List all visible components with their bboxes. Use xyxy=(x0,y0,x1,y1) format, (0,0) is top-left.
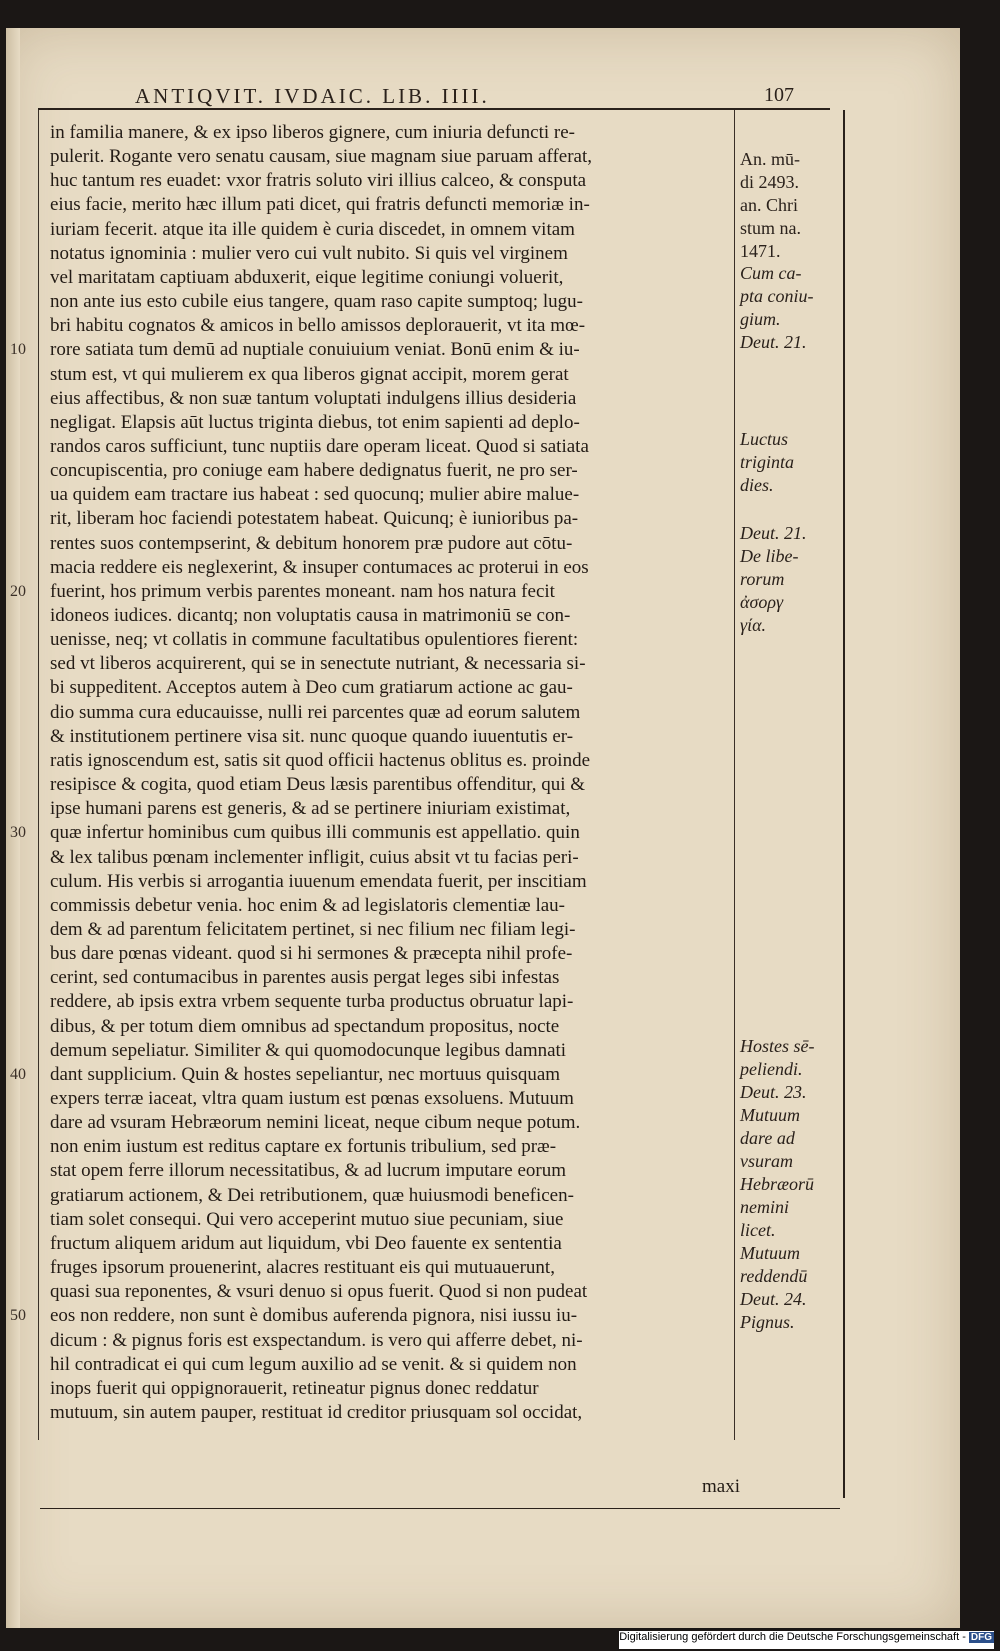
dfg-logo: DFG xyxy=(970,1632,992,1643)
main-text-block xyxy=(50,120,730,1450)
text-line: in familia manere, & ex ipso liberos gignere, cum iniuria defuncti re- xyxy=(50,122,575,143)
text-line: dio summa cura educauisse, nulli rei parcentes quæ ad eorum salutem xyxy=(50,701,581,723)
marginal-gloss: rorum xyxy=(740,569,785,589)
text-line: notatus ignominia : mulier vero cui vult nubito. Si quis vel virginem xyxy=(50,242,568,264)
marginal-gloss: pta coniu- xyxy=(740,286,814,306)
marginal-gloss: vsuram xyxy=(740,1151,793,1171)
marginal-gloss: An. mū- xyxy=(740,149,800,169)
text-line: negligat. Elapsis aūt luctus triginta diebus, tot enim sapienti ad deplo- xyxy=(50,411,580,433)
text-line: rentes suos contempserint, & debitum honorem præ pudore aut cōtu- xyxy=(50,532,573,554)
marginal-gloss: Hostes sē- xyxy=(740,1036,815,1056)
text-line: uenisse, neq; vt collatis in commune facultatibus opulentiores fierent: xyxy=(50,629,579,651)
marginal-gloss: nemini xyxy=(740,1197,789,1217)
text-line: rit, liberam hoc faciendi potestatem habeat. Quicunq; è iunioribus pa- xyxy=(50,508,579,530)
text-line: idoneos iudices. dicantq; non voluptatis causa in matrimoniū se con- xyxy=(50,605,571,626)
text-line: reddere, ab ipsis extra vrbem sequente turba productus obruatur lapi- xyxy=(50,991,574,1013)
text-line: stat opem ferre illorum necessitatibus, & ad lucrum imputare eorum xyxy=(50,1160,567,1182)
text-line: huc tantum res euadet: vxor fratris soluto viri illius calceo, & consputa xyxy=(50,170,587,192)
text-line: bri habitu cognatos & amicos in bello amissos deplorauerit, vt ita mœ- xyxy=(50,315,586,337)
text-line: dem & ad parentum felicitatem pertinet, si nec filium nec filiam legi- xyxy=(50,918,576,940)
text-line: randos caros sufficiunt, tunc nuptiis dare operam liceat. Quod si satiata xyxy=(50,435,589,457)
marginal-gloss: an. Chri xyxy=(740,195,798,215)
text-line: resipisce & cogita, quod etiam Deus læsis parentibus offenditur, qui & xyxy=(50,774,586,796)
line-number: 40 xyxy=(10,1065,26,1083)
text-line: eius facie, merito hæc illum pati dicet, qui fratris defuncti memoriæ in- xyxy=(50,194,590,216)
marginal-gloss: Mutuum xyxy=(740,1105,800,1125)
marginal-gloss: γία. xyxy=(740,615,767,635)
marginal-gloss: di 2493. xyxy=(740,172,800,192)
marginal-gloss: De libe- xyxy=(740,546,799,566)
line-number: 30 xyxy=(10,824,26,842)
marginal-gloss: dare ad xyxy=(740,1128,795,1148)
left-column-rule xyxy=(38,110,39,1440)
text-line: & institutionem pertinere visa sit. nunc quoque quando iuuentutis er- xyxy=(50,725,574,747)
text-line: ratis ignoscendum est, satis sit quod officii hactenus oblitus es. proinde xyxy=(50,749,591,771)
line-number: 50 xyxy=(10,1307,26,1325)
text-line: commissis debetur venia. hoc enim & ad legislatoris clementiæ lau- xyxy=(50,894,565,916)
catchword: maxi xyxy=(702,1476,740,1497)
text-line: pulerit. Rogante vero senatu causam, siue magnam siue paruam afferat, xyxy=(50,146,593,168)
marginal-gloss: Deut. 24. xyxy=(740,1289,807,1309)
marginal-gloss: Luctus xyxy=(740,429,789,449)
text-line: bi suppeditent. Acceptos autem à Deo cum gratiarum actione ac gau- xyxy=(50,677,573,699)
text-line: inops fuerit qui oppignorauerit, retineatur pignus donec reddatur xyxy=(50,1377,539,1399)
marginal-gloss: Mutuum xyxy=(740,1243,800,1263)
marginal-gloss: Pignus. xyxy=(740,1312,795,1332)
page-header xyxy=(40,84,830,118)
text-line: rore satiata tum demū ad nuptiale conuiuium veniat. Bonū enim & iu- xyxy=(50,339,580,361)
marginal-glosses xyxy=(740,0,840,1500)
text-line: vel maritatam captiuam abduxerit, eique legitime coniungi voluerit, xyxy=(50,266,564,288)
running-title: ANTIQVIT. IVDAIC. LIB. IIII. xyxy=(135,84,490,108)
text-line: hil contradicat ei qui cum legum auxilio ad se venit. & si quidem non xyxy=(50,1353,577,1375)
line-number: 20 xyxy=(10,582,26,600)
page-number: 107 xyxy=(764,84,794,106)
text-line: concupiscentia, pro coniuge eam habere dedignatus fuerit, ne pro ser- xyxy=(50,460,578,482)
marginal-gloss: licet. xyxy=(740,1220,776,1240)
line-number: 10 xyxy=(10,341,26,359)
text-line: gratiarum actionem, & Dei retributionem, quæ huiusmodi beneficen- xyxy=(50,1184,574,1206)
text-line: dibus, & per totum diem omnibus ad spectandum propositus, nocte xyxy=(50,1015,560,1037)
credit-text: Digitalisierung gefördert durch die Deutsche Forschungsgemeinschaft - xyxy=(619,1631,966,1643)
text-line: tiam solet consequi. Qui vero acceperint mutuo siue pecuniam, siue xyxy=(50,1208,564,1230)
text-line: fuerint, hos primum verbis parentes moneant. nam hos natura fecit xyxy=(50,580,555,602)
text-line: macia reddere eis neglexerint, & insuper contumaces ac proterui in eos xyxy=(50,556,589,578)
header-rule xyxy=(38,108,830,110)
marginal-gloss: reddendū xyxy=(740,1266,808,1286)
text-line: cerint, sed contumacibus in parentes ausis pergat leges sibi infestas xyxy=(50,967,560,989)
text-line: culum. His verbis si arrogantia iuuenum emendata fuerit, per inscitiam xyxy=(50,870,587,892)
marginal-gloss: peliendi. xyxy=(740,1059,803,1079)
text-line: demum sepeliatur. Similiter & qui quomodocunque legibus damnati xyxy=(50,1039,567,1061)
text-line: eius affectibus, & non suæ tantum voluptati indulgens illius desideria xyxy=(50,387,577,409)
text-line: quasi sua reponentes, & vsuri denuo si opus fuerit. Quod si non pudeat xyxy=(50,1281,588,1303)
marginal-gloss: 1471. xyxy=(740,241,781,261)
marginal-gloss: Deut. 23. xyxy=(740,1082,807,1102)
text-line: iuriam fecerit. atque ita ille quidem è curia discedet, in omnem vitam xyxy=(50,218,575,240)
text-line: fruges ipsorum prouenerint, alacres restituant eis qui mutuauerunt, xyxy=(50,1257,555,1279)
marginal-gloss: ἀσοργ xyxy=(740,592,784,612)
text-line: bus dare pœnas videant. quod si hi sermones & præcepta nihil profe- xyxy=(50,943,573,965)
text-line: fructum aliquem aridum aut liquidum, vbi Deo fauente ex sententia xyxy=(50,1232,562,1254)
text-line: non enim iustum est reditus captare ex fortunis tribulium, sed præ- xyxy=(50,1136,557,1158)
outer-frame-rule xyxy=(843,110,845,1498)
text-line: sed vt liberos acquirerent, qui se in senectute nutriant, & necessaria si- xyxy=(50,653,586,675)
marginal-gloss: Cum ca- xyxy=(740,263,802,283)
text-line: eos non reddere, non sunt è domibus auferenda pignora, nisi iussu iu- xyxy=(50,1305,578,1327)
marginal-gloss: triginta xyxy=(740,452,795,472)
text-line: non ante ius esto cubile eius tangere, quam raso capite sumptoq; lugu- xyxy=(50,291,583,313)
text-line: stum est, vt qui mulierem ex qua liberos gignat accipit, morem gerat xyxy=(50,363,569,385)
gloss-separator-rule xyxy=(734,110,735,1440)
text-line: dare ad vsuram Hebræorum nemini liceat, neque cibum neque potum. xyxy=(50,1112,581,1134)
bottom-rule xyxy=(40,1508,840,1509)
text-line: & lex talibus pœnam inclementer infligit, cuius absit vt tu facias peri- xyxy=(50,846,579,868)
text-line: dicum : & pignus foris est exspectandum. is vero qui afferre debet, ni- xyxy=(50,1329,583,1351)
text-line: dant supplicium. Quin & hostes sepeliantur, nec mortuus quisquam xyxy=(50,1063,561,1085)
marginal-gloss: dies. xyxy=(740,475,774,495)
marginal-gloss: stum na. xyxy=(740,218,801,238)
text-line: expers terræ iaceat, vltra quam iustum est pœnas exsoluens. Mutuum xyxy=(50,1088,574,1109)
marginal-gloss: Deut. 21. xyxy=(740,523,807,543)
marginal-gloss: gium. xyxy=(740,309,781,329)
marginal-gloss: Deut. 21. xyxy=(740,332,807,352)
text-line: ipse humani parens est generis, & ad se pertinere iniuriam existimat, xyxy=(50,798,571,820)
marginal-gloss: Hebræorū xyxy=(740,1174,815,1194)
digitization-credit xyxy=(619,1631,994,1649)
text-line: quæ infertur hominibus cum quibus illi communis est appellatio. quin xyxy=(50,822,580,844)
text-line: mutuum, sin autem pauper, restituat id creditor priusquam sol occidat, xyxy=(50,1401,583,1423)
text-line: ua quidem eam tractare ius habeat : sed quocunq; mulier abire malue- xyxy=(50,484,580,506)
